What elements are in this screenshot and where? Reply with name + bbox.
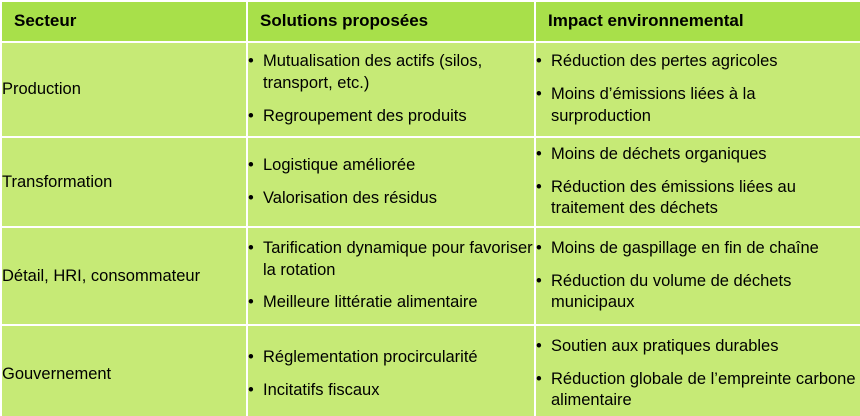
column-header-sector: Secteur xyxy=(1,1,247,42)
column-header-solutions: Solutions proposées xyxy=(247,1,535,42)
list-item: • Réglementation procircularité xyxy=(248,347,534,369)
impact-list xyxy=(536,336,860,412)
list-item: • Meilleure littératie alimentaire xyxy=(248,292,534,314)
list-item: • Valorisation des résidus xyxy=(248,188,534,210)
solutions-list xyxy=(248,51,534,127)
list-item: • Moins d’émissions liées à la surproduction xyxy=(536,84,860,128)
cell-sector: Gouvernement xyxy=(1,325,247,416)
solutions-list xyxy=(248,347,534,402)
solutions-list xyxy=(248,155,534,210)
list-item: • Tarification dynamique pour favoriser la rotation xyxy=(248,238,534,282)
list-item: • Réduction du volume de déchets municipaux xyxy=(536,271,860,315)
list-item: • Soutien aux pratiques durables xyxy=(536,336,860,358)
cell-solutions xyxy=(247,227,535,325)
table-row xyxy=(1,137,860,227)
impact-list xyxy=(536,51,860,127)
list-item: • Réduction des pertes agricoles xyxy=(536,51,860,73)
list-item: • Logistique améliorée xyxy=(248,155,534,177)
cell-impact xyxy=(535,325,860,416)
list-item: • Incitatifs fiscaux xyxy=(248,380,534,402)
cell-impact xyxy=(535,42,860,137)
cell-impact xyxy=(535,137,860,227)
table-row xyxy=(1,325,860,416)
cell-solutions xyxy=(247,137,535,227)
list-item: • Moins de déchets organiques xyxy=(536,144,860,166)
solutions-list xyxy=(248,238,534,314)
list-item: • Réduction globale de l’empreinte carbone alimentaire xyxy=(536,369,860,413)
cell-sector: Production xyxy=(1,42,247,137)
cell-sector: Détail, HRI, consommateur xyxy=(1,227,247,325)
list-item: • Regroupement des produits xyxy=(248,106,534,128)
column-header-impact: Impact environnemental xyxy=(535,1,860,42)
table-header xyxy=(1,1,860,42)
table-body xyxy=(1,42,860,416)
table-row xyxy=(1,227,860,325)
impact-list xyxy=(536,144,860,220)
list-item: • Réduction des émissions liées au traitement des déchets xyxy=(536,177,860,221)
list-item: • Moins de gaspillage en fin de chaîne xyxy=(536,238,860,260)
cell-sector: Transformation xyxy=(1,137,247,227)
cell-impact xyxy=(535,227,860,325)
table-header-row xyxy=(1,1,860,42)
impact-list xyxy=(536,238,860,314)
table-row xyxy=(1,42,860,137)
cell-solutions xyxy=(247,325,535,416)
list-item: • Mutualisation des actifs (silos, transport, etc.) xyxy=(248,51,534,95)
cell-solutions xyxy=(247,42,535,137)
